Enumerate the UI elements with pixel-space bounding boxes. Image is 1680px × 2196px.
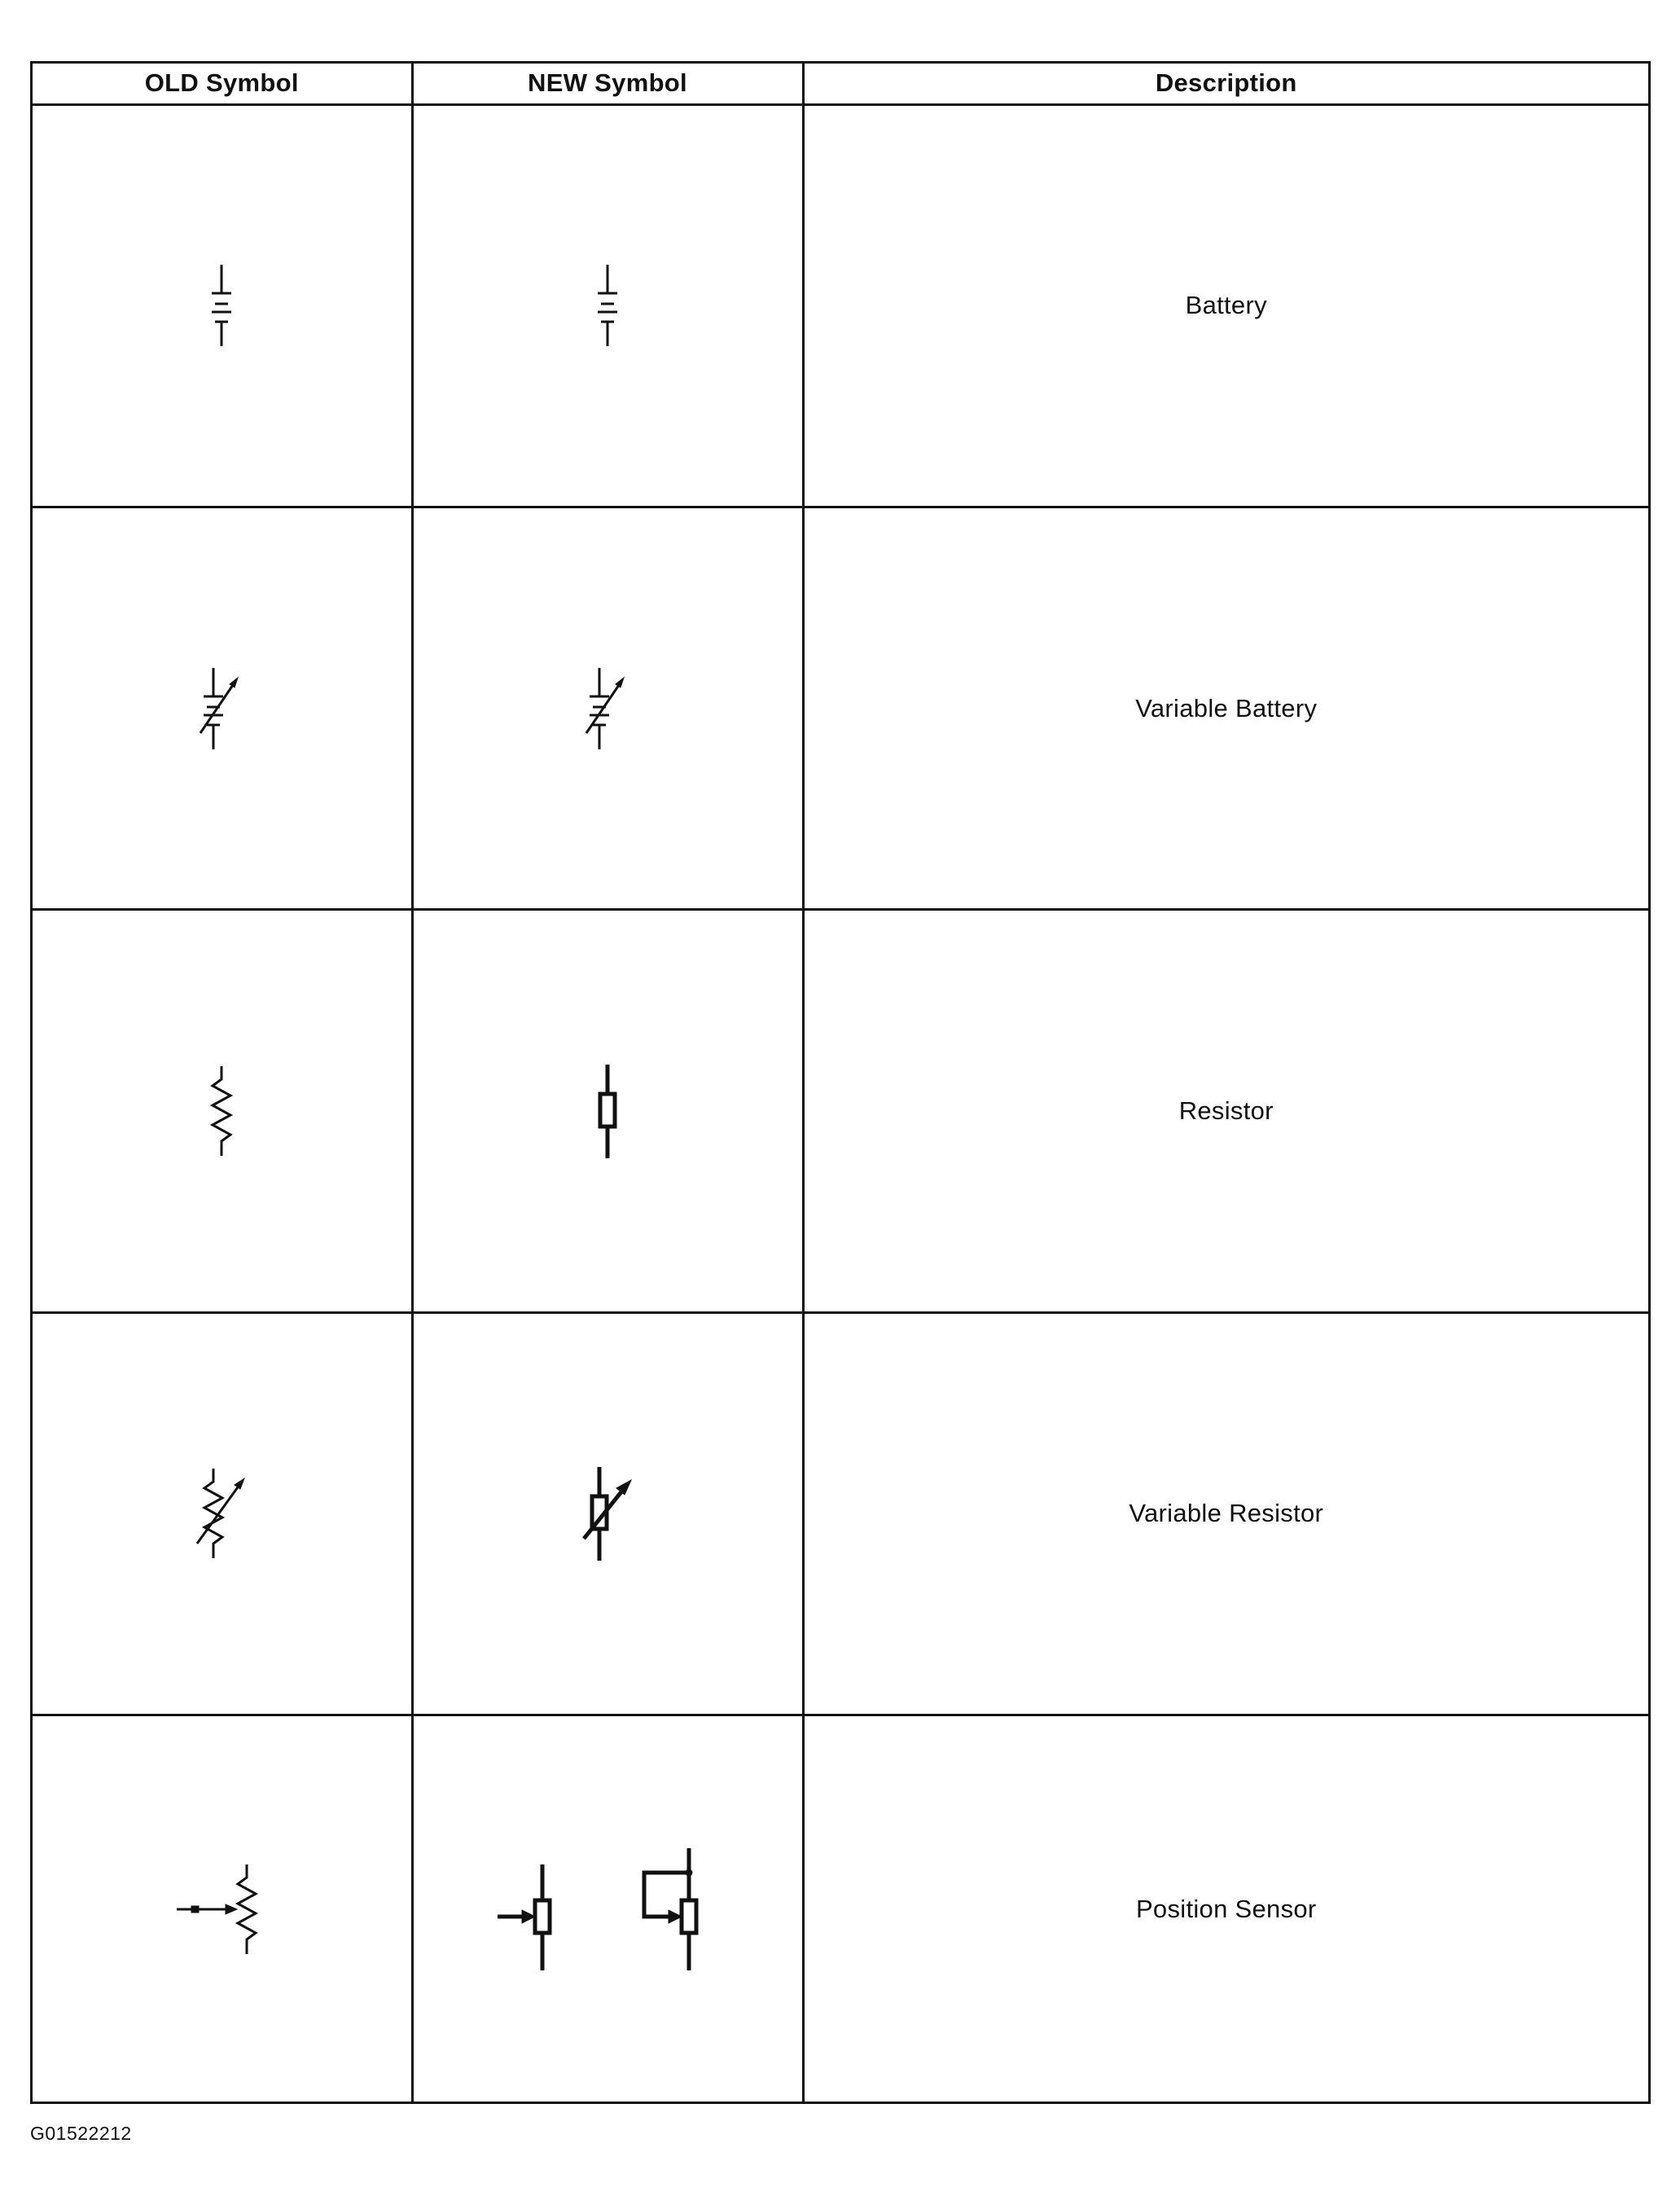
header-row [33,64,1648,104]
variable-battery-icon [575,668,640,749]
table-row [33,1312,1648,1715]
new-symbol-cell [412,104,803,507]
old-symbol-cell [33,910,412,1312]
description-cell: Battery [803,104,1648,507]
table-row [33,507,1648,909]
old-symbol-cell [33,104,412,507]
description-cell: Variable Resistor [803,1312,1648,1715]
symbol-comparison-sheet [30,61,1651,2104]
description-cell: Resistor [803,910,1648,1312]
old-symbol-cell [33,1312,412,1715]
table-row [33,1715,1648,2102]
old-symbol-cell [33,507,412,909]
new-symbol-cell [412,1312,803,1715]
header-description: Description [803,64,1648,104]
box-variable-resistor-icon [571,1467,644,1561]
table-row [33,910,1648,1312]
old-symbol-cell [33,1715,412,2102]
zigzag-position-sensor-icon [177,1864,266,1954]
header-new-symbol: NEW Symbol [412,64,803,104]
battery-icon [583,265,632,346]
variable-battery-icon [189,668,254,749]
zigzag-resistor-icon [201,1066,242,1156]
new-symbol-cell [412,910,803,1312]
box-position-sensor-icons [498,1848,717,1970]
new-symbol-cell [412,1715,803,2102]
figure-id: G01522212 [30,2123,132,2144]
zigzag-variable-resistor-icon [189,1469,254,1558]
description-cell: Variable Battery [803,507,1648,909]
table-row [33,104,1648,507]
box-resistor-icon [587,1065,628,1158]
new-symbol-cell [412,507,803,909]
header-old-symbol: OLD Symbol [33,64,412,104]
description-cell: Position Sensor [803,1715,1648,2102]
symbol-table [33,64,1648,2102]
battery-icon [197,265,246,346]
